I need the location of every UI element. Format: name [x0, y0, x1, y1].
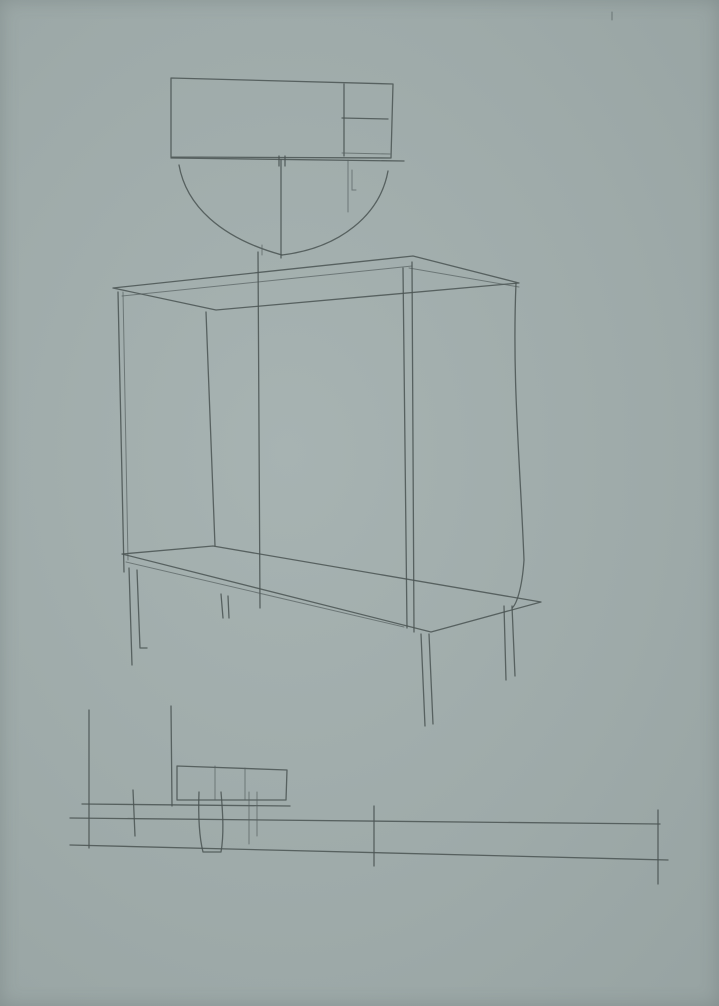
wall-cabinet-sketch — [171, 78, 404, 212]
floor-cabinet-sketch — [113, 252, 541, 726]
basin-sketch — [179, 160, 388, 258]
elevation-sketch — [70, 706, 668, 884]
